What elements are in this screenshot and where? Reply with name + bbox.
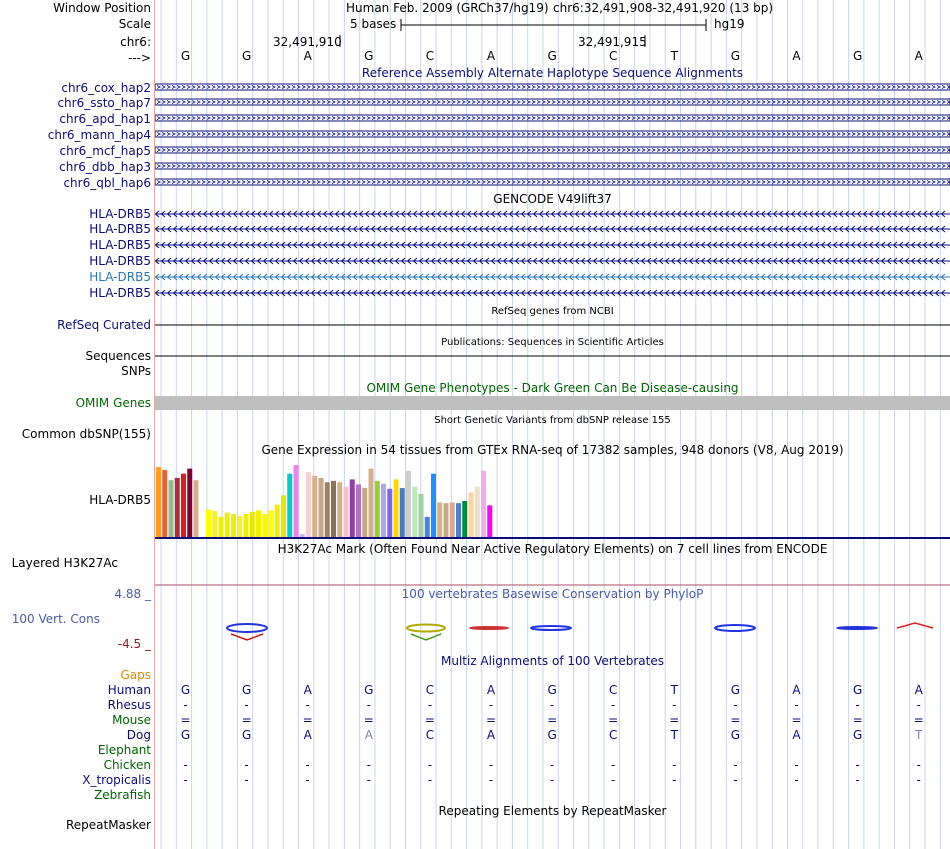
aligned-base: -	[183, 758, 188, 772]
gtex-tissue-bar	[319, 478, 324, 537]
reference-base: G	[547, 49, 557, 63]
aligned-base: =	[485, 713, 497, 727]
gtex-tissue-bar	[369, 469, 374, 537]
aligned-base: G	[180, 728, 191, 742]
phylop-base-glyph	[837, 627, 877, 629]
scale-db: hg19	[714, 17, 745, 31]
gtex-tissue-bar	[325, 482, 330, 537]
aligned-base: C	[608, 728, 618, 742]
gtex-tissue-bar	[269, 510, 274, 537]
reference-base: G	[852, 49, 863, 63]
reference-base: C	[608, 49, 618, 63]
gtex-tissue-bar	[387, 489, 392, 537]
aligned-base: -	[427, 698, 433, 712]
gtex-tissue-bar	[162, 470, 167, 537]
gtex-tissue-bar	[419, 494, 424, 537]
aligned-base: G	[547, 683, 557, 697]
aligned-base: -	[549, 698, 555, 712]
aligned-base: -	[855, 758, 860, 772]
glyph-shape	[470, 627, 508, 629]
aligned-base: -	[611, 758, 616, 772]
aligned-base: -	[794, 773, 799, 787]
gencode-title: GENCODE V49lift37	[493, 192, 612, 206]
gtex-tissue-bar	[337, 482, 342, 537]
track-label-hap[interactable]: chr6_mann_hap4	[47, 128, 151, 142]
aligned-base: G	[241, 728, 252, 742]
species-label-xtropicalis: X_tropicalis	[82, 773, 151, 787]
phylop-max-label: 4.88 _	[114, 587, 151, 601]
alt-hap-title: Reference Assembly Alternate Haplotype Sequence Alignments	[361, 66, 744, 80]
aligned-base: -	[733, 773, 738, 787]
repeatmasker-label[interactable]: RepeatMasker	[65, 818, 151, 832]
aligned-base: =	[730, 713, 741, 727]
aligned-base: -	[549, 773, 555, 787]
refseq-title: RefSeq genes from NCBI	[491, 306, 614, 317]
strand-chevrons	[157, 86, 950, 89]
aligned-base: -	[244, 773, 249, 787]
haplotype-alignment-bar	[155, 84, 950, 90]
aligned-base: -	[672, 773, 677, 787]
aligned-base: -	[611, 773, 616, 787]
aligned-base: =	[241, 713, 252, 727]
phylop-base-glyph	[470, 627, 508, 629]
aligned-base: G	[852, 683, 863, 697]
gtex-tissue-bar	[350, 479, 355, 537]
reference-base: G	[730, 49, 741, 63]
h3k27ac-label[interactable]: Layered H3K27Ac	[11, 556, 118, 570]
aligned-base: C	[425, 683, 435, 697]
species-label-elephant: Elephant	[97, 743, 151, 757]
species-label-zebrafish: Zebrafish	[94, 788, 151, 802]
aligned-base: -	[794, 758, 799, 772]
dbsnp-label[interactable]: Common dbSNP(155)	[21, 427, 151, 441]
aligned-base: -	[855, 698, 860, 712]
aligned-base: -	[916, 758, 921, 772]
gtex-tissue-bar	[425, 517, 430, 537]
glyph-shape	[231, 634, 263, 640]
strand-chevrons	[157, 149, 950, 152]
gtex-tissue-bar	[187, 469, 192, 537]
phylop-min-label: -4.5 _	[117, 637, 151, 651]
gtex-tissue-bar	[431, 474, 436, 537]
strand-chevrons	[157, 133, 950, 136]
gencode-item-label[interactable]: HLA-DRB5	[89, 270, 151, 284]
gtex-tissue-bar	[181, 474, 186, 537]
aligned-base: -	[366, 773, 371, 787]
strand-chevrons	[157, 165, 950, 168]
glyph-shape	[407, 625, 445, 632]
phylop-title: 100 vertebrates Basewise Conservation by PhyloP	[401, 587, 704, 601]
refseq-label[interactable]: RefSeq Curated	[57, 318, 151, 332]
gtex-tissue-bar	[244, 514, 249, 537]
phylop-base-glyph	[715, 625, 755, 631]
glyph-shape	[837, 627, 877, 629]
chrom-label: chr6:	[120, 35, 151, 49]
species-label-dog: Dog	[126, 728, 151, 742]
haplotype-alignment-bar	[155, 99, 950, 105]
strand-chevrons	[157, 181, 950, 184]
aligned-base: -	[855, 773, 860, 787]
aligned-base: -	[488, 698, 494, 712]
aligned-base: =	[363, 713, 374, 727]
assembly-title: Human Feb. 2009 (GRCh37/hg19)	[346, 1, 549, 15]
aligned-base: A	[303, 683, 312, 697]
gencode-item-label[interactable]: HLA-DRB5	[89, 286, 151, 300]
gtex-tissue-bar	[481, 471, 486, 537]
gtex-tissue-bar	[306, 472, 311, 537]
publications-title: Publications: Sequences in Scientific Articles	[441, 337, 664, 348]
aligned-base: =	[791, 713, 802, 727]
track-label-hap[interactable]: chr6_cox_hap2	[61, 81, 151, 95]
aligned-base: -	[488, 773, 494, 787]
aligned-base: -	[183, 773, 188, 787]
gtex-tissue-bar	[487, 505, 492, 537]
aligned-base: -	[794, 698, 799, 712]
track-label-hap[interactable]: chr6_ssto_hap7	[57, 96, 151, 110]
gtex-tissue-bar	[175, 478, 180, 537]
gtex-tissue-bar	[331, 481, 336, 537]
coord-label: 32,491,910	[273, 35, 342, 49]
haplotype-alignment-bar	[155, 147, 950, 153]
aligned-base: -	[305, 698, 310, 712]
aligned-base: -	[244, 758, 249, 772]
gencode-transcript	[155, 290, 950, 296]
gtex-tissue-bar	[406, 471, 411, 537]
gencode-transcript	[155, 274, 950, 280]
gtex-tissue-bar	[437, 502, 442, 537]
position-text: chr6:32,491,908-32,491,920 (13 bp)	[553, 1, 774, 15]
aligned-base: -	[305, 773, 310, 787]
gtex-tissue-bar	[394, 479, 399, 537]
gtex-tissue-bar	[444, 503, 449, 537]
reference-base: A	[303, 49, 312, 63]
gtex-tissue-bar	[169, 480, 174, 537]
aligned-base: =	[669, 713, 680, 727]
gtex-tissue-bar	[400, 488, 405, 537]
aligned-base: A	[914, 683, 923, 697]
aligned-base: A	[792, 728, 801, 742]
haplotype-alignment-bar	[155, 163, 950, 169]
gencode-item-label[interactable]: HLA-DRB5	[89, 207, 151, 221]
aligned-base: -	[427, 758, 433, 772]
gtex-tissue-bar	[262, 514, 267, 537]
aligned-base: -	[916, 698, 921, 712]
gtex-tissue-bar	[237, 516, 242, 537]
phylop-base-glyph	[227, 624, 267, 640]
reference-base: A	[914, 49, 923, 63]
aligned-base: G	[180, 683, 191, 697]
aligned-base: -	[672, 698, 677, 712]
repeatmasker-title: Repeating Elements by RepeatMasker	[438, 804, 667, 818]
gencode-item-label[interactable]: HLA-DRB5	[89, 238, 151, 252]
aligned-base: T	[670, 683, 678, 697]
gtex-tissue-bar	[206, 510, 211, 537]
species-label-chicken: Chicken	[103, 758, 151, 772]
gtex-tissue-bar	[456, 503, 461, 537]
gencode-transcript	[155, 226, 950, 232]
aligned-base: -	[366, 698, 371, 712]
gtex-tissue-bar	[212, 511, 217, 537]
aligned-base: G	[730, 728, 741, 742]
gencode-transcript	[155, 258, 950, 264]
gtex-tissue-bar	[356, 484, 361, 537]
aligned-base: T	[670, 728, 678, 742]
gtex-tissue-bar	[450, 502, 455, 537]
gtex-tissue-bar	[287, 474, 292, 537]
gencode-item-label[interactable]: HLA-DRB5	[89, 222, 151, 236]
omim-label[interactable]: OMIM Genes	[75, 396, 151, 410]
aligned-base: -	[611, 698, 616, 712]
gtex-tissue-bar	[375, 481, 380, 537]
glyph-shape	[897, 623, 933, 628]
aligned-base: A	[303, 728, 312, 742]
gtex-tissue-bar	[300, 534, 305, 537]
aligned-base: =	[180, 713, 191, 727]
species-label-mouse: Mouse	[112, 713, 151, 727]
aligned-base: -	[244, 698, 249, 712]
gencode-transcript	[155, 242, 950, 248]
aligned-base: =	[547, 713, 558, 727]
omim-phenotype-band	[155, 396, 950, 410]
aligned-base: =	[608, 713, 619, 727]
reference-base: A	[792, 49, 801, 63]
gtex-tissue-bar	[231, 514, 236, 537]
gtex-tissue-bar	[412, 487, 417, 537]
phylop-label[interactable]: 100 Vert. Cons	[11, 612, 100, 626]
haplotype-alignment-bar	[155, 115, 950, 121]
gtex-tissue-bar	[475, 487, 480, 537]
gencode-transcript	[155, 211, 950, 217]
track-label-hap[interactable]: chr6_apd_hap1	[59, 112, 151, 126]
aligned-base: A	[792, 683, 801, 697]
aligned-base: G	[547, 728, 557, 742]
aligned-base: -	[916, 773, 921, 787]
gtex-tissue-bar	[344, 487, 349, 537]
aligned-base: =	[913, 713, 924, 727]
h3k27ac-title: H3K27Ac Mark (Often Found Near Active Regulatory Elements) on 7 cell lines from ENCODE	[277, 542, 828, 556]
strand-chevrons	[157, 101, 950, 104]
gtex-tissue-bar	[381, 484, 386, 537]
reference-base: T	[670, 49, 678, 63]
strand-chevrons	[157, 117, 950, 120]
gtex-title: Gene Expression in 54 tissues from GTEx RNA-seq of 17382 samples, 948 donors (V8, Aug 2019)	[261, 443, 844, 457]
gtex-tissue-bar	[312, 476, 317, 537]
reference-base: G	[241, 49, 252, 63]
aligned-base: =	[302, 713, 313, 727]
gtex-tissue-bar	[256, 510, 261, 537]
aligned-base: -	[733, 758, 738, 772]
gencode-item-label[interactable]: HLA-DRB5	[89, 254, 151, 268]
aligned-base: =	[852, 713, 863, 727]
aligned-base: -	[183, 698, 188, 712]
species-label-rhesus: Rhesus	[107, 698, 151, 712]
aligned-base: -	[488, 758, 494, 772]
aligned-base: G	[241, 683, 252, 697]
dbsnp-title: Short Genetic Variants from dbSNP release 155	[434, 415, 671, 426]
aligned-base: =	[424, 713, 435, 727]
track-label-column	[0, 0, 154, 849]
phylop-base-glyph	[531, 626, 571, 630]
phylop-base-glyph	[407, 625, 445, 641]
phylop-base-glyph	[897, 623, 933, 628]
track-image-area[interactable]	[155, 0, 950, 849]
reference-base: C	[425, 49, 435, 63]
track-label-hap[interactable]: chr6_dbb_hap3	[59, 160, 151, 174]
aligned-base: -	[427, 773, 433, 787]
gtex-tissue-bar	[281, 495, 286, 537]
scale-label: Scale	[118, 17, 151, 31]
gtex-tissue-bar	[275, 505, 280, 537]
species-label-gaps: Gaps	[120, 668, 151, 682]
omim-title: OMIM Gene Phenotypes - Dark Green Can Be Disease-causing	[366, 381, 739, 395]
aligned-base: -	[549, 758, 555, 772]
gtex-tissue-bar	[225, 513, 230, 537]
publications-label[interactable]: Sequences	[85, 349, 151, 363]
glyph-shape	[531, 626, 571, 630]
aligned-base: -	[305, 758, 310, 772]
multiz-title: Multiz Alignments of 100 Vertebrates	[440, 654, 665, 668]
aligned-base: -	[366, 758, 371, 772]
gtex-tissue-bar	[362, 488, 367, 537]
aligned-base: G	[852, 728, 863, 742]
strand-arrow-label: --->	[127, 51, 151, 65]
glyph-shape	[715, 625, 755, 631]
aligned-base: C	[425, 728, 435, 742]
reference-base: G	[180, 49, 191, 63]
reference-base: G	[364, 49, 374, 63]
reference-base: A	[486, 49, 496, 63]
coord-label: 32,491,915	[578, 35, 647, 49]
glyph-shape	[227, 624, 267, 632]
aligned-base: A	[486, 683, 496, 697]
haplotype-alignment-bar	[155, 179, 950, 185]
aligned-base: A	[486, 728, 496, 742]
scale-text: 5 bases	[350, 17, 397, 31]
haplotype-alignment-bar	[155, 131, 950, 137]
track-label-hap[interactable]: chr6_qbl_hap6	[63, 176, 151, 190]
gtex-tissue-bar	[250, 512, 255, 537]
aligned-base: C	[608, 683, 618, 697]
gtex-tissue-bar	[294, 465, 299, 537]
aligned-base: G	[364, 683, 374, 697]
gtex-tissue-bar	[219, 517, 224, 537]
gtex-tissue-bar	[156, 467, 161, 537]
gtex-tissue-bar	[462, 501, 467, 537]
aligned-base: -	[733, 698, 738, 712]
gtex-gene-label[interactable]: HLA-DRB5	[89, 493, 151, 507]
aligned-base: A	[364, 728, 373, 742]
track-label-hap[interactable]: chr6_mcf_hap5	[59, 144, 151, 158]
aligned-base: T	[915, 728, 923, 742]
gtex-tissue-bar	[194, 480, 199, 537]
snps-label[interactable]: SNPs	[121, 364, 151, 378]
species-label-human: Human	[107, 683, 151, 697]
aligned-base: G	[730, 683, 741, 697]
aligned-base: -	[672, 758, 677, 772]
window-position-label: Window Position	[53, 1, 151, 15]
gtex-tissue-bar	[469, 492, 474, 537]
